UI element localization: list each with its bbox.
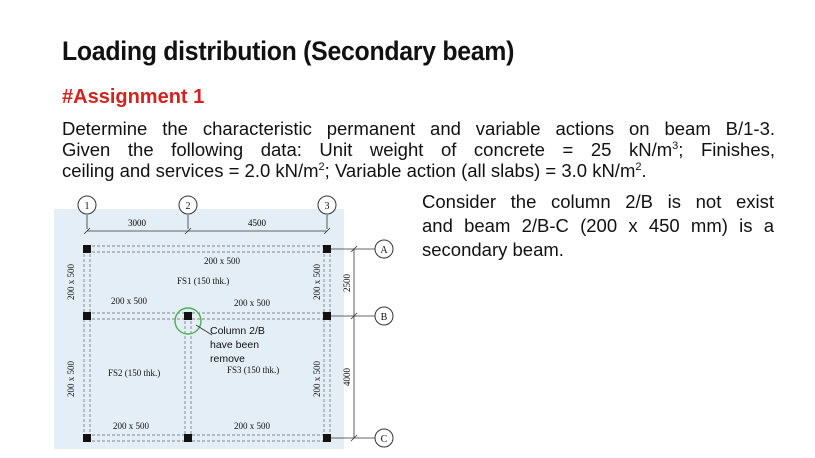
column-3C bbox=[323, 434, 331, 442]
slab-label-fs1: FS1 (150 thk.) bbox=[177, 276, 230, 286]
unit-exponent-3: 3 bbox=[672, 140, 679, 152]
beam-label-B-right: 200 x 500 bbox=[234, 298, 270, 308]
column-1B bbox=[83, 312, 91, 320]
beam-label-col3-upper: 200 x 500 bbox=[312, 264, 322, 300]
beam-label-col1-upper: 200 x 500 bbox=[66, 264, 76, 300]
problem-line-3c: . bbox=[641, 160, 647, 181]
problem-line-2 bbox=[62, 139, 775, 160]
beam-label-C-right: 200 x 500 bbox=[234, 421, 270, 431]
problem-line-3 bbox=[62, 160, 775, 181]
unit-exponent-2a: 2 bbox=[318, 161, 325, 173]
column-2C bbox=[184, 434, 192, 442]
grid-label-2: 2 bbox=[185, 201, 191, 212]
floor-plan-drawing bbox=[54, 193, 409, 458]
problem-line-2b: ; Finishes, bbox=[678, 139, 775, 160]
grid-label-1: 1 bbox=[84, 201, 90, 212]
unit-exponent-2b: 2 bbox=[635, 161, 642, 173]
slab-label-fs3: FS3 (150 thk.) bbox=[227, 365, 280, 375]
column-2B bbox=[184, 312, 192, 320]
side-note-line-2: and beam 2/B-C (200 x 450 mm) is a bbox=[422, 215, 774, 236]
floor-plan-svg bbox=[54, 193, 409, 453]
column-note-line-1: Column 2/B bbox=[210, 325, 265, 337]
beam-label-C-left: 200 x 500 bbox=[113, 421, 149, 431]
beam-label-col3-lower: 200 x 500 bbox=[312, 361, 322, 397]
grid-label-A: A bbox=[380, 245, 388, 256]
assignment-heading: #Assignment 1 bbox=[62, 86, 205, 108]
beam-label-B-left: 200 x 500 bbox=[111, 296, 147, 306]
side-note-line-3: secondary beam. bbox=[422, 239, 564, 260]
problem-line-1: Determine the characteristic permanent and variable actions on beam B/1-3. bbox=[62, 118, 775, 139]
side-note bbox=[422, 190, 774, 262]
column-note-line-2: have been bbox=[210, 339, 260, 351]
problem-line-3a: ceiling and services = 2.0 kN/m bbox=[62, 160, 319, 181]
column-1C bbox=[83, 434, 91, 442]
span-1-2-label: 3000 bbox=[128, 218, 146, 228]
grid-label-C: C bbox=[380, 434, 388, 445]
beam-label-top: 200 x 500 bbox=[204, 256, 240, 266]
slab-label-fs2: FS2 (150 thk.) bbox=[108, 368, 161, 378]
span-2-3-label: 4500 bbox=[248, 218, 266, 228]
problem-line-2a: Given the following data: Unit weight of concrete = 25 kN/m bbox=[62, 139, 673, 160]
dim-B-C-label: 4000 bbox=[342, 368, 352, 386]
beam-label-col1-lower: 200 x 500 bbox=[66, 361, 76, 397]
problem-line-3b: ; Variable action (all slabs) = 3.0 kN/m bbox=[324, 160, 636, 181]
column-note-line-3: remove bbox=[210, 353, 246, 365]
dim-A-B-label: 2500 bbox=[342, 274, 352, 292]
problem-statement bbox=[62, 118, 775, 181]
grid-label-3: 3 bbox=[324, 201, 330, 212]
column-3A bbox=[323, 245, 331, 253]
side-note-line-1: Consider the column 2/B is not exist bbox=[422, 191, 774, 212]
page-title: Loading distribution (Secondary beam) bbox=[62, 36, 515, 66]
column-3B bbox=[323, 312, 331, 320]
column-1A bbox=[83, 245, 91, 253]
grid-label-B: B bbox=[380, 312, 388, 323]
